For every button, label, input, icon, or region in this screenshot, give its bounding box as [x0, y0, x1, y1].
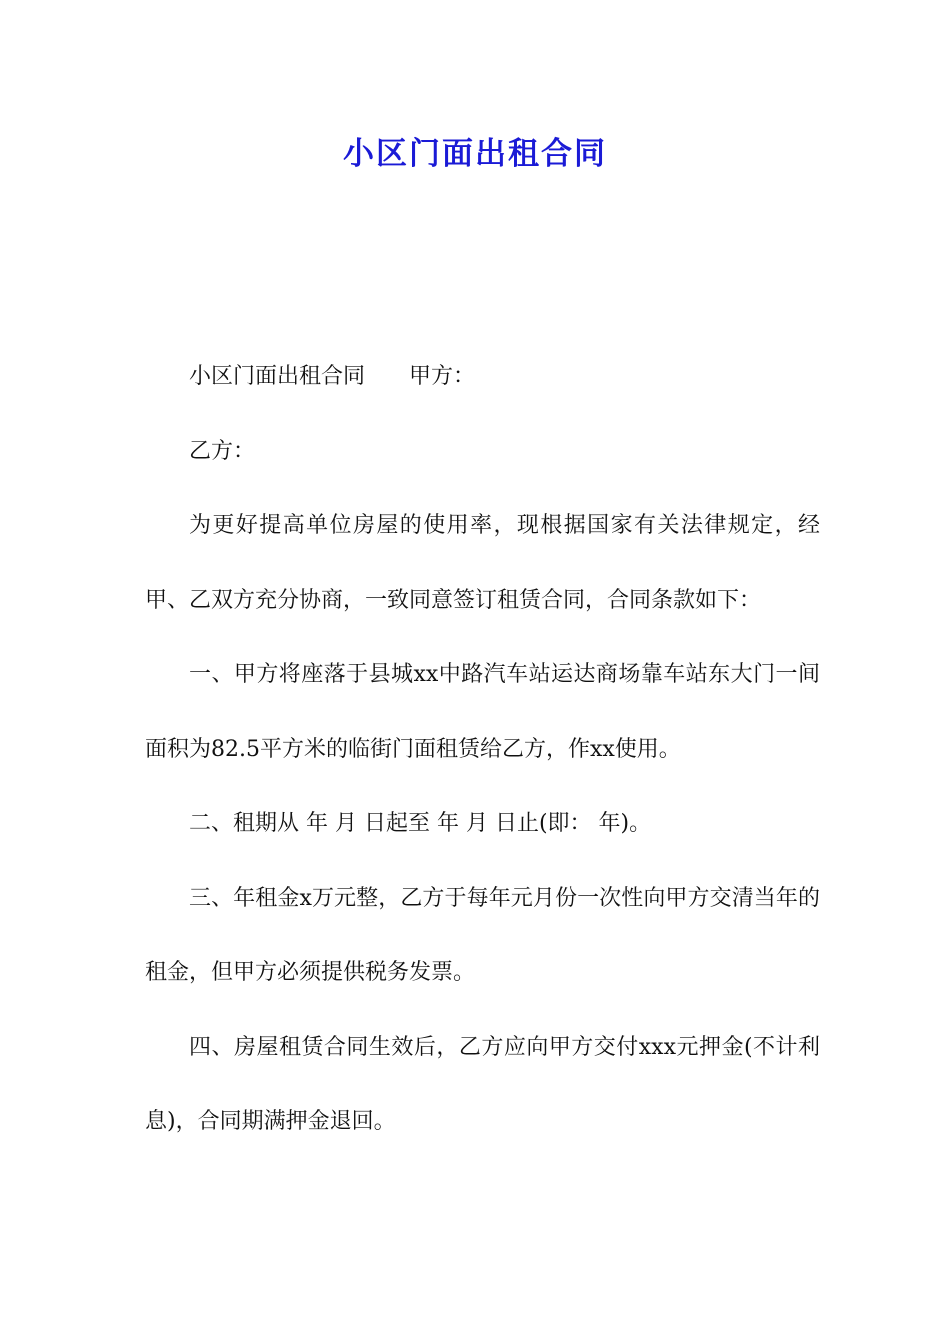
paragraph-clause-2: 二、租期从 年 月 日起至 年 月 日止(即： 年)。 — [189, 811, 652, 836]
paragraph-clause-4: 四、房屋租赁合同生效后，乙方应向甲方交付xxx元押金(不计利息)，合同期满押金退回。 — [145, 1034, 820, 1134]
paragraph-clause-3: 三、年租金x万元整，乙方于每年元月份一次性向甲方交清当年的租金，但甲方必须提供税务发票。 — [145, 885, 820, 985]
document-body — [145, 340, 820, 1160]
paragraph-party-b: 乙方： — [189, 438, 256, 464]
paragraph-header: 小区门面出租合同 甲方： — [189, 364, 476, 389]
paragraph-clause-1: 一、甲方将座落于县城xx中路汽车站运达商场靠车站东大门一间面积为82.5平方米的临街门面租赁给乙方，作xx使用。 — [145, 662, 820, 762]
document-title: 小区门面出租合同 — [343, 136, 607, 172]
paragraph-preamble: 为更好提高单位房屋的使用率，现根据国家有关法律规定，经甲、乙双方充分协商，一致同意签订租赁合同，合同条款如下： — [145, 513, 820, 613]
